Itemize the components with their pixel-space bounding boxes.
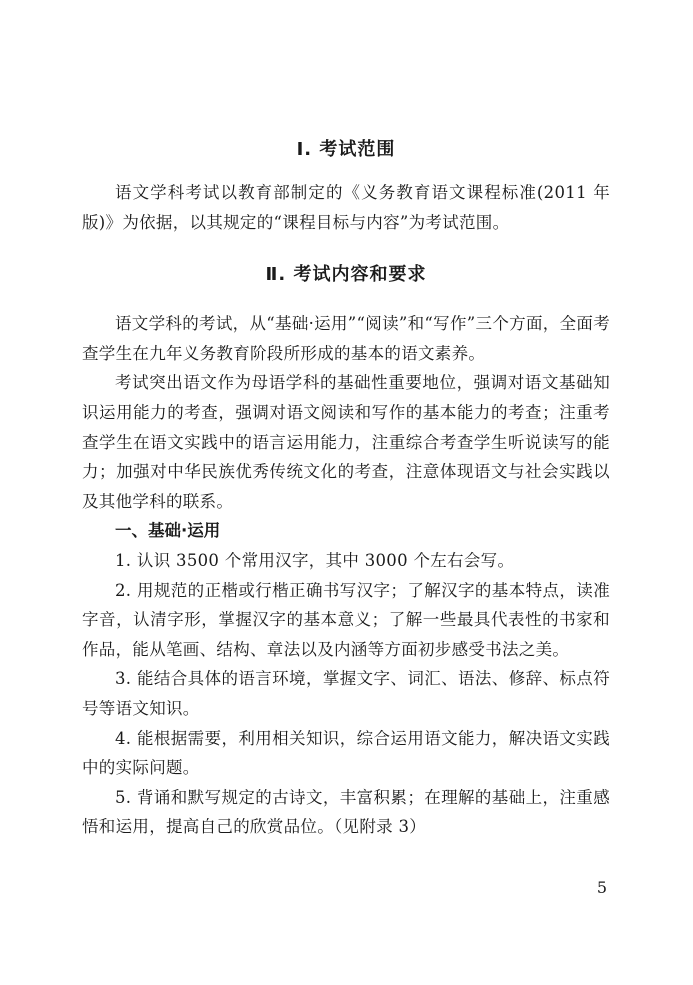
section-title-scope: Ⅰ. 考试范围 <box>296 139 396 160</box>
list-item: 5. 背诵和默写规定的古诗文，丰富积累；在理解的基础上，注重感悟和运用，提高自己的欣赏品位。（见附录 3） <box>82 787 610 837</box>
list-item: 4. 能根据需要，利用相关知识，综合运用语文能力，解决语文实践中的实际问题。 <box>82 728 610 778</box>
subheading-basics: 一、基础·运用 <box>115 521 221 541</box>
content-paragraph: 考试突出语文作为母语学科的基础性重要地位，强调对语文基础知识运用能力的考查，强调对语文阅读和写作的基本能力的考查；注重考查学生在语文实践中的语言运用能力，注重综合考查学生听说读写的能力；加强对中华民族优秀传统文化的考查，注意体现语文与社会实践以及其他学科的联系。 <box>82 373 610 511</box>
list-item: 3. 能结合具体的语言环境，掌握文字、词汇、语法、修辞、标点符号等语文知识。 <box>82 669 610 718</box>
list-item: 1. 认识 3500 个常用汉字，其中 3000 个左右会写。 <box>115 550 515 570</box>
page-number: 5 <box>596 878 607 897</box>
document-page <box>82 130 610 842</box>
section-title-content: Ⅱ. 考试内容和要求 <box>265 264 427 286</box>
scope-paragraph: 语文学科考试以教育部制定的《义务教育语文课程标准(2011 年版)》为依据，以其规定的“课程目标与内容”为考试范围。 <box>82 183 610 232</box>
list-item: 2. 用规范的正楷或行楷正确书写汉字；了解汉字的基本特点，读准字音，认清字形，掌握汉字的基本意义；了解一些最具代表性的书家和作品，能从笔画、结构、章法以及内涵等方面初步感受书法之美。 <box>82 580 610 659</box>
content-paragraph: 语文学科的考试，从“基础·运用”“阅读”和“写作”三个方面，全面考查学生在九年义务教育阶段所形成的基本的语文素养。 <box>82 314 610 363</box>
